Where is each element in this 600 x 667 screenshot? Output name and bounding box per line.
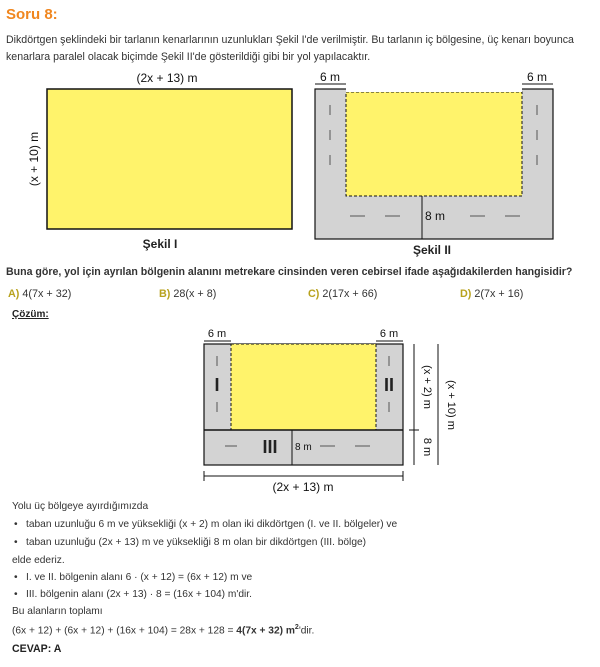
figure1-side-label: (x + 10) m (27, 131, 41, 187)
figure3-left-top: 6 m (207, 328, 227, 340)
figure2-left-label: 6 m (319, 70, 341, 84)
region-1-label: I (214, 375, 220, 395)
answer: CEVAP: A (12, 643, 62, 655)
field-rectangle (47, 89, 292, 229)
solution-result: 4(7x + 32) m (236, 625, 295, 637)
solution-bullet-2: • taban uzunluğu (2x + 13) m ve yüksekliği 8 m olan bir dikdörtgen (III. bölge) (26, 537, 366, 548)
solution-line-2: elde ederiz. (12, 555, 65, 566)
figure1-top-label: (2x + 13) m (136, 71, 198, 85)
figure1-caption: Şekil I (142, 237, 178, 251)
solution-bullet-3: • I. ve II. bölgenin alanı 6 · (x + 12) = (6x + 12) m ve (26, 572, 252, 583)
region-3-label: III (262, 437, 278, 457)
figure2-bottom-label: 8 m (425, 209, 446, 223)
option-a[interactable] (8, 288, 71, 300)
inner-field (346, 92, 522, 196)
inner-field-solution (231, 344, 376, 430)
question-intro: Dikdörtgen şeklindeki bir tarlanın kenarlarının uzunlukları Şekil I'de verilmiştir. Bu tarlanın iç bölgesine, üç kenarı boyunca kenarlara paralel olacak biçimde Şekil II'de gösterildiği gibi bir yol yapılacaktır. (6, 34, 574, 63)
solution-result-suffix: 'dir. (298, 625, 315, 637)
option-d-key: D) (460, 288, 472, 300)
option-d-text: 2(7x + 16) (474, 288, 524, 300)
solution-bullet-4: • III. bölgenin alanı (2x + 13) · 8 = (16x + 104) m'dir. (26, 589, 252, 600)
solution-bullet-1: • taban uzunluğu 6 m ve yüksekliği (x + 2) m olan iki dikdörtgen (I. ve II. bölgeler) ve (26, 519, 397, 530)
figure3-bottom-label: (2x + 13) m (272, 480, 334, 494)
option-a-key: A) (8, 288, 20, 300)
option-b-key: B) (159, 288, 171, 300)
option-b[interactable] (159, 288, 216, 300)
solution-line-1: Yolu üç bölgeye ayırdığımızda (12, 501, 149, 512)
option-c-key: C) (308, 288, 320, 300)
figure3-right-outer: (x + 10) m (445, 380, 457, 430)
option-c[interactable] (308, 288, 377, 300)
question-title: Soru 8: (6, 6, 58, 23)
figure-1 (0, 70, 300, 260)
figure2-caption: Şekil II (412, 243, 452, 257)
option-d[interactable] (460, 288, 523, 300)
option-b-text: 28(x + 8) (173, 288, 217, 300)
figure3-right-bottom: 8 m (421, 437, 433, 457)
figure3-right-top: 6 m (379, 328, 399, 340)
region-2-label: II (383, 375, 395, 395)
figure-2 (310, 70, 560, 260)
figure-3 (190, 324, 480, 496)
option-a-text: 4(7x + 32) (22, 288, 72, 300)
option-c-text: 2(17x + 66) (322, 288, 378, 300)
solution-equation: (6x + 12) + (6x + 12) + (16x + 104) = 28x + 128 = (12, 625, 234, 637)
figure3-right-inner: (x + 2) m (421, 365, 433, 409)
solution-line-3: Bu alanların toplamı (12, 606, 103, 617)
figure2-right-label: 6 m (526, 70, 548, 84)
solution-line-4: (6x + 12) + (6x + 12) + (16x + 104) = 28x + 128 = 4(7x + 32) $m^2'dir$. (12, 624, 315, 637)
solution-heading: Çözüm: (12, 309, 49, 320)
question-text: Buna göre, yol için ayrılan bölgenin alanını metrekare cinsinden veren cebirsel ifade aşağıdakilerden hangisidir? (6, 266, 573, 278)
figure3-inner-bottom: 8 m (295, 442, 312, 453)
